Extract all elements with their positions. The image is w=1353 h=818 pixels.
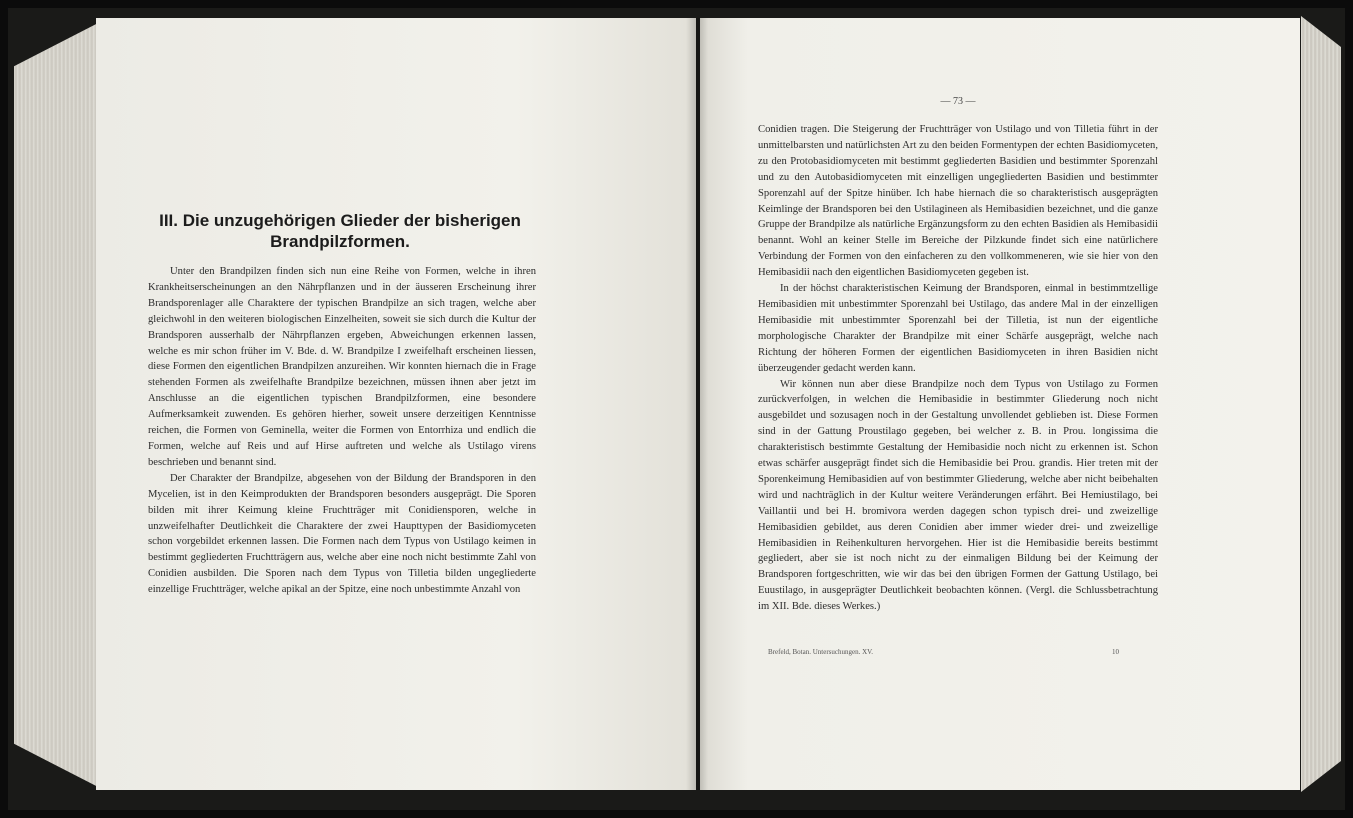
book-gutter — [686, 18, 708, 790]
left-page-edges — [14, 20, 104, 790]
right-page-body — [758, 122, 1158, 615]
paragraph: Unter den Brandpilzen finden sich nun eine Reihe von Formen, welche in ihren Krankheitserscheinungen an den Nährpflanzen und in der äusseren Erscheinung ihrer Brandsporenlager alle Charaktere der typischen Brandpilze an sich tragen, welche aber gleichwohl in den weiteren biologischen Einzelheiten, soweit sie sich durch die Kultur der Brandsporen ausserhalb der Nährpflanzen ergeben, Abweichungen erkennen lassen, welche es mir schon früher im V. Bde. d. W. Brandpilze I zweifelhaft erscheinen liessen, diese Formen den eigentlichen Brandpilzen anzureihen. Wir konnten hiernach die in Frage stehenden Formen als zweifelhafte Brandpilze bezeichnen, müssen ihnen aber jetzt im Anschlusse an die eigentlichen typischen Brandpilzformen, eine besondere Aufmerksamkeit zuwenden. Es gehören hierher, soweit unsere derzeitigen Kenntnisse reichen, die Formen von Geminella, weiter die Formen von Entorrhiza und endlich die Formen, welche auf Reis und auf Hirse auftreten und welche als Ustilago virens beschrieben und benannt sind. — [148, 266, 536, 468]
paragraph: Wir können nun aber diese Brandpilze noch dem Typus von Ustilago zu Formen zurückverfolgen, in welchen die Hemibasidie in bestimmter Gliederung noch nicht ausgebildet und sozusagen noch in der Gestaltung unvollendet geblieben ist. Diese Formen sind in der Gattung Proustilago gegeben, bei welcher z. B. in Prou. longissima die charakteristisch bestimmte Gestaltung der Hemibasidie noch nicht zu erkennen ist. Schon etwas schärfer ausgeprägt findet sich die Hemibasidie bei Prou. grandis. Hier treten mit der Sporenkeimung Hemibasidien auf von bestimmter Gliederung, welche aber nicht beibehalten wird und nachträglich in der Kultur weitere Veränderungen erfährt. Bei Hemiustilago, bei Vaillantii und bei H. bromivora werden dagegen schon typisch drei- und zweizellige Hemibasidien gebildet, aus deren Conidien aber immer wieder drei- und zweizellige Hemibasidien in Reihenkulturen hervorgehen. Hier ist die Hemibasidie bereits bestimmt gegliedert, aber sie ist noch nicht zu der einmaligen Bildung bei der Keimung der Brandsporen fortgeschritten, wie wir das bei den übrigen Formen der Gattung Ustilago, bei Euustilago, in ausgeprägter Deutlichkeit beobachten können. (Vergl. die Schlussbetrachtung im XII. Bde. dieses Werkes.) — [758, 378, 1158, 613]
paragraph: Der Charakter der Brandpilze, abgesehen von der Bildung der Brandsporen in den Mycelien, ist in den Keimprodukten der Brandsporen besonders ausgeprägt. Die Sporen bilden mit ihrer Keimung kleine Fruchtträger mit Conidiensporen, welche in unzweifelhafter Deutlichkeit die Charaktere der zwei Haupttypen der Basidiomyceten schon vorgebildet erkennen lassen. Die Formen nach dem Typus von Ustilago keimen in bestimmt gegliederten Fruchtträgern aus, welche aber eine noch nicht bestimmte Zahl von Conidien ausbilden. Die Sporen nach dem Typus von Tilletia bilden ungegliederte einzellige Fruchtträger, welche apikal an der Spitze, eine noch unbestimmte Anzahl von — [148, 472, 536, 596]
paragraph: In der höchst charakteristischen Keimung der Brandsporen, einmal in bestimmtzellige Hemibasidien mit unbestimmter Sporenzahl bei Ustilago, das andere Mal in der einzelligen Hemibasidie mit unbestimmter Sporenzahl bei der Tilletia, ist nun der eigentliche morphologische Charakter der Brandpilze mit einer Schärfe ausgeprägt, welche nach Richtung der höheren Formen der eigentlichen Basidiomyceten in ihren Basidien nicht überzeugender gedacht werden kann. — [758, 283, 1158, 374]
paragraph: Conidien tragen. Die Steigerung der Fruchtträger von Ustilago und von Tilletia führt in der unmittelbarsten und natürlichsten Art zu den beiden Formentypen der echten Basidiomyceten, zu den Protobasidiomyceten mit bestimmt gegliederten Basidien und bestimmter Sporenzahl und zu den Autobasidiomyceten mit einzelligen ungegliederten Basidien und bestimmter Sporenzahl auf der Spitze hinüber. Ich habe hiernach die so charakteristisch ausgeprägten Keimlinge der Brandsporen bei den Ustilagineen als Hemibasidien bezeichnet, und die ganze Gruppe der Brandpilze als natürliche Ergänzungsform zu den echten Basidien als Hemibasidii benannt. Wohl an keiner Stelle im Bereiche der Pilzkunde findet sich eine natürlichere Verbindung der Formen von den einfacheren zu den vollkommeneren, wie sie hier von den Hemibasidii nach den eigentlichen Basidiomyceten gegeben ist. — [758, 124, 1158, 279]
chapter-title: III. Die unzugehörigen Glieder der bisherigen Brandpilzformen. — [159, 211, 521, 251]
page-number: — 73 — — [940, 96, 976, 107]
footer-sheet-number: 10 — [1112, 648, 1119, 656]
right-page-edges — [1301, 16, 1341, 792]
footer-signature: Brefeld, Botan. Untersuchungen. XV. — [768, 648, 874, 656]
left-page-body — [148, 264, 536, 598]
